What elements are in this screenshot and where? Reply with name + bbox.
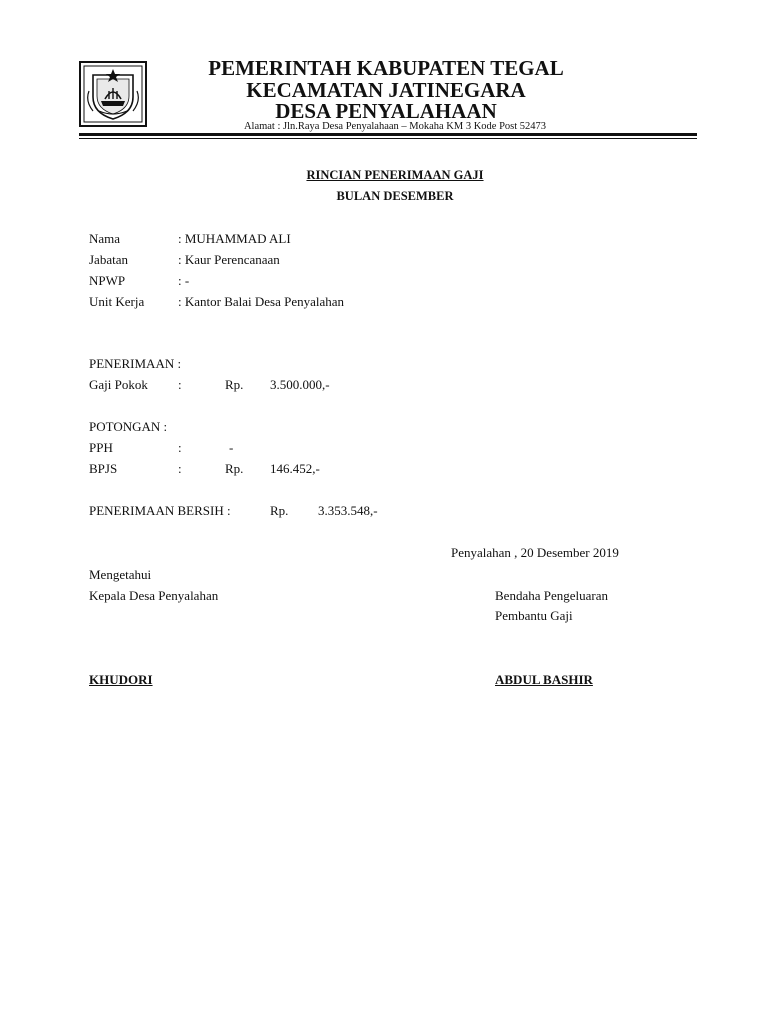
employee-label-jabatan: Jabatan [89,252,128,267]
pph-amount: - [229,440,234,455]
header-district: KECAMATAN JATINEGARA [246,78,526,102]
pph-label: PPH [89,440,113,455]
bpjs-currency: Rp. [225,461,244,476]
gaji-pokok-amount: 3.500.000,- [270,377,330,392]
employee-value-nama: : MUHAMMAD ALI [178,231,291,246]
bersih-amount: 3.353.548,- [318,503,378,518]
gaji-pokok-colon: : [178,377,182,392]
sign-right-name: ABDUL BASHIR [495,672,593,687]
header-rule-thin [79,138,697,139]
employee-label-npwp: NPWP [89,273,126,288]
penerimaan-heading: PENERIMAAN : [89,356,182,371]
gaji-pokok-currency: Rp. [225,377,244,392]
sign-left-name: KHUDORI [89,672,153,687]
header-rule-thick [79,133,697,136]
employee-label-unit: Unit Kerja [89,294,145,309]
gaji-pokok-label: Gaji Pokok [89,377,148,392]
bersih-label: PENERIMAAN BERSIH : [89,503,231,518]
employee-value-jabatan: : Kaur Perencanaan [178,252,280,267]
employee-label-nama: Nama [89,231,121,246]
sign-left-line1: Mengetahui [89,567,152,582]
header-government: PEMERINTAH KABUPATEN TEGAL [208,56,564,80]
sign-right-line1: Bendaha Pengeluaran [495,588,608,603]
potongan-heading: POTONGAN : [89,419,168,434]
employee-value-unit: : Kantor Balai Desa Penyalahan [178,294,345,309]
employee-value-npwp: : - [178,273,190,288]
header-address: Alamat : Jln.Raya Desa Penyalahaan – Mokaha KM 3 Kode Post 52473 [243,121,547,132]
regency-crest-icon [79,61,147,127]
date-place: Penyalahan , 20 Desember 2019 [451,545,619,560]
bersih-currency: Rp. [270,503,289,518]
pph-colon: : [178,440,182,455]
sign-left-line2: Kepala Desa Penyalahan [89,588,219,603]
sign-right-line2: Pembantu Gaji [495,608,573,623]
document-title: RINCIAN PENERIMAAN GAJI [306,168,484,182]
bpjs-label: BPJS [89,461,118,476]
bpjs-amount: 146.452,- [270,461,320,476]
document-subtitle: BULAN DESEMBER [336,189,454,203]
header-village: DESA PENYALAHAAN [275,99,497,123]
bpjs-colon: : [178,461,182,476]
